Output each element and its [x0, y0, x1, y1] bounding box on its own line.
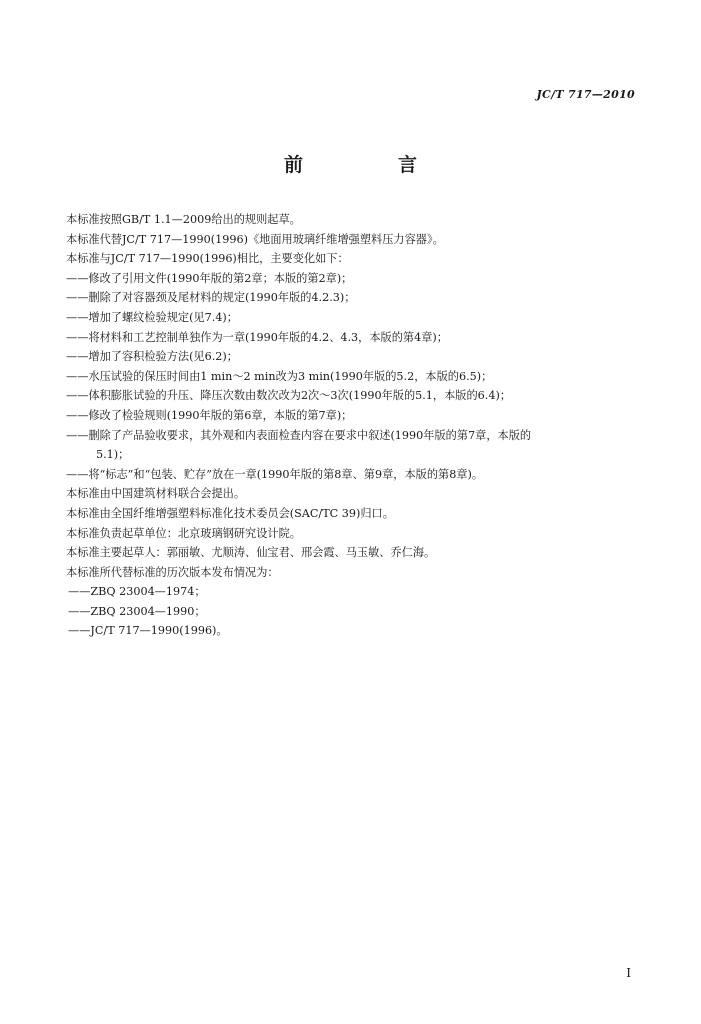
page-number: I: [626, 966, 631, 980]
list-item: ——增加了容积检验方法(见6.2)；: [66, 350, 238, 364]
list-item: ——水压试验的保压时间由1 min～2 min改为3 min(1990年版的5.2，本版的6.5)；: [66, 369, 493, 383]
list-item: ——体积膨胀试验的升压、降压次数由数次改为2次～3次(1990年版的5.1，本版的6.4)；: [66, 389, 512, 403]
list-item: ——删除了对容器颈及尾材料的规定(1990年版的4.2.3)；: [66, 291, 356, 305]
foreword-body: [66, 210, 636, 641]
text-line: 本标准由中国建筑材料联合会提出。: [66, 487, 246, 501]
list-item: ——修改了检验规则(1990年版的第6章，本版的第7章)；: [66, 408, 353, 422]
text-line: 本标准负责起草单位：北京玻璃钢研究设计院。: [66, 526, 301, 540]
list-item-continuation: 5.1)；: [96, 448, 130, 462]
text-line: 本标准由全国纤维增强塑料标准化技术委员会(SAC/TC 39)归口。: [66, 506, 394, 520]
list-item: ——ZBQ 23004—1974；: [68, 585, 206, 599]
list-item: ——JC/T 717—1990(1996)。: [68, 624, 228, 638]
list-item: ——将材料和工艺控制单独作为一章(1990年版的4.2、4.3，本版的第4章)；: [66, 330, 448, 344]
list-item: ——将“标志”和“包装、贮存”放在一章(1990年版的第8章、第9章，本版的第8章)。: [66, 467, 484, 481]
document-code: JC/T 717—2010: [536, 88, 635, 101]
list-item: ——增加了螺纹检验规定(见7.4)；: [66, 310, 238, 324]
list-item: ——ZBQ 23004—1990；: [68, 604, 206, 618]
text-line: 本标准代替JC/T 717—1990(1996)《地面用玻璃纤维增强塑料压力容器》。: [66, 232, 444, 246]
list-item: ——删除了产品验收要求，其外观和内表面检查内容在要求中叙述(1990年版的第7章，本版的: [66, 428, 532, 442]
text-line: 本标准与JC/T 717—1990(1996)相比，主要变化如下：: [66, 252, 349, 266]
text-line: 本标准主要起草人：郭丽敏、尤顺涛、仙宝君、邢会霞、马玉敏、乔仁海。: [66, 546, 436, 560]
text-line: 本标准按照GB/T 1.1—2009给出的规则起草。: [66, 213, 301, 226]
page-title: 前 言: [283, 154, 455, 176]
text-line: 本标准所代替标准的历次版本发布情况为：: [66, 565, 279, 579]
list-item: ——修改了引用文件(1990年版的第2章；本版的第2章)；: [66, 271, 353, 285]
